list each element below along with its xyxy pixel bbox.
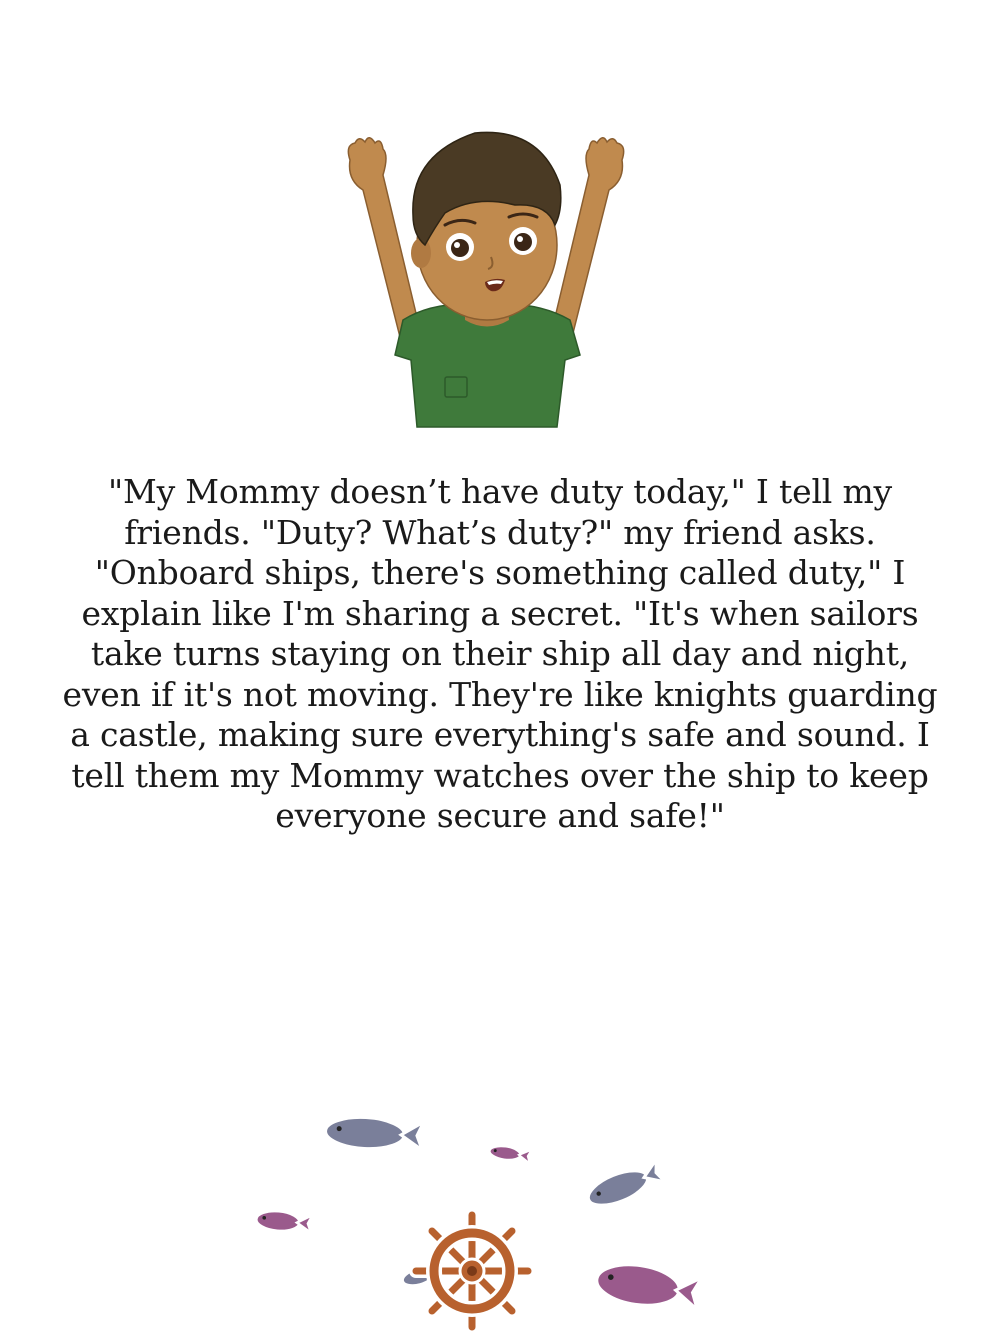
fish-icon — [488, 1144, 532, 1164]
fish-icon — [583, 1158, 666, 1213]
fish-icon — [594, 1259, 703, 1313]
story-paragraph: "My Mommy doesn’t have duty today," I tell my friends. "Duty? What’s duty?" my friend asks. "Onboard ships, there's something called duty," I explain like I'm sharing a secret. "It's when sailors take turns staying on their ship all day and night, even if it's not moving. They're like knights guarding a castle, making sure everything's safe and sound. I tell them my Mommy watches over the ship to keep everyone secure and safe!" — [62, 472, 938, 835]
nautical-decoration — [240, 1095, 740, 1333]
ship-wheel-icon — [416, 1215, 528, 1327]
fish-icon — [255, 1209, 313, 1234]
boy-raising-hands-icon — [325, 115, 645, 435]
fish-icon — [324, 1115, 424, 1152]
